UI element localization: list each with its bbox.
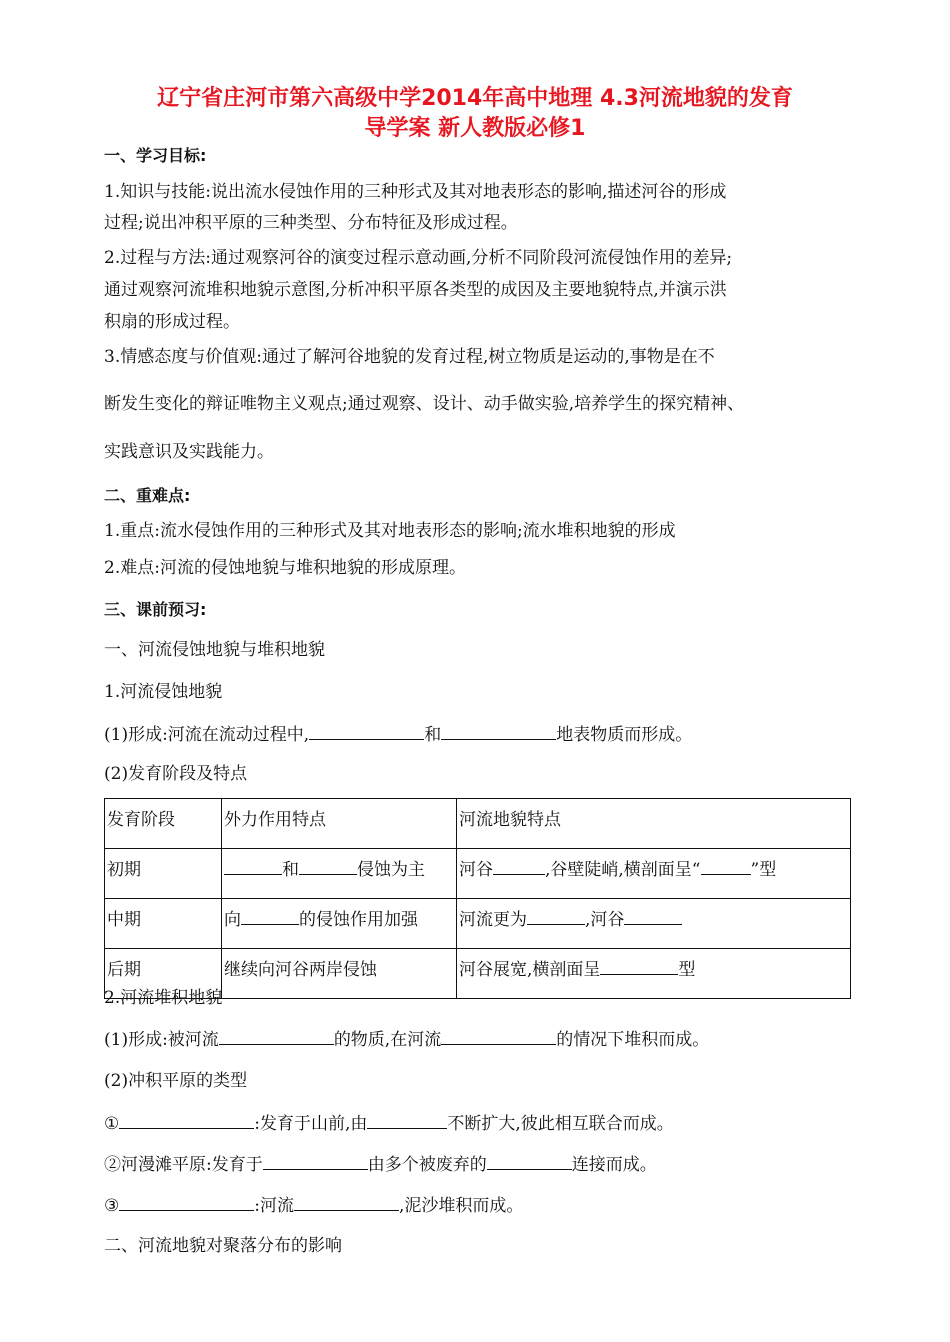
fill-blank[interactable] — [263, 1152, 368, 1170]
table-cell-stage: 初期 — [105, 849, 222, 899]
plain-types-heading: (2)冲积平原的类型 — [104, 1071, 248, 1091]
fill-blank[interactable] — [600, 957, 678, 975]
table-row — [105, 899, 851, 949]
doc-title-line1: 辽宁省庄河市第六高级中学2014年高中地理 4.3河流地貌的发育 — [157, 86, 793, 111]
fill-blank[interactable] — [219, 1027, 334, 1045]
stage-table-caption: (2)发育阶段及特点 — [104, 764, 248, 784]
fill-blank[interactable] — [294, 1193, 399, 1211]
plain-type-3: ③ :河流 ,泥沙堆积而成。 — [104, 1193, 864, 1218]
fill-blank[interactable] — [441, 1027, 556, 1045]
doc-title-line2: 导学案 新人教版必修1 — [364, 116, 586, 141]
preview-subheading-2: 二、河流地貌对聚落分布的影响 — [104, 1236, 342, 1256]
fill-blank[interactable] — [624, 907, 682, 925]
fill-blank[interactable] — [527, 907, 585, 925]
preview-subheading-1: 一、河流侵蚀地貌与堆积地貌 — [104, 640, 325, 660]
fill-blank[interactable] — [487, 1152, 572, 1170]
table-header-row — [105, 799, 851, 849]
section-heading-keypoints: 二、重难点: — [104, 486, 191, 505]
erosion-heading: 1.河流侵蚀地貌 — [104, 682, 223, 702]
fill-blank[interactable] — [119, 1111, 254, 1129]
table-row — [105, 849, 851, 899]
objective-3-line2: 断发生变化的辩证唯物主义观点;通过观察、设计、动手做实验,培养学生的探究精神、 — [104, 394, 745, 414]
table-cell-landform: 河谷展宽,横剖面呈 型 — [457, 949, 851, 999]
table-header: 发育阶段 — [105, 799, 222, 849]
erosion-formation-text-a: (1)形成:河流在流动过程中, — [104, 725, 310, 745]
fill-blank[interactable] — [119, 1193, 254, 1211]
table-cell-stage: 中期 — [105, 899, 222, 949]
deposition-heading: 2.河流堆积地貌 — [104, 988, 223, 1008]
fill-blank[interactable] — [309, 722, 424, 740]
erosion-formation — [104, 722, 864, 747]
objective-2-line1: 2.过程与方法:通过观察河谷的演变过程示意动画,分析不同阶段河流侵蚀作用的差异; — [104, 248, 733, 268]
objective-1-line2: 过程;说出冲积平原的三种类型、分布特征及形成过程。 — [104, 213, 518, 233]
objective-2-line2: 通过观察河流堆积地貌示意图,分析冲积平原各类型的成因及主要地貌特点,并演示洪 — [104, 280, 727, 300]
table-cell-landform: 河流更为 ,河谷 — [457, 899, 851, 949]
fill-blank[interactable] — [441, 722, 556, 740]
section-heading-objectives: 一、学习目标: — [104, 146, 207, 165]
objective-3-line1: 3.情感态度与价值观:通过了解河谷地貌的发育过程,树立物质是运动的,事物是在不 — [104, 347, 715, 367]
plain-type-1: ① :发育于山前,由 不断扩大,彼此相互联合而成。 — [104, 1111, 864, 1136]
fill-blank[interactable] — [299, 857, 357, 875]
erosion-formation-text-c: 地表物质而形成。 — [556, 725, 693, 745]
objective-2-line3: 积扇的形成过程。 — [104, 312, 240, 332]
fill-blank[interactable] — [701, 857, 751, 875]
table-cell-force: 向 的侵蚀作用加强 — [222, 899, 457, 949]
table-cell-stage: 后期 — [105, 949, 222, 999]
fill-blank[interactable] — [367, 1111, 447, 1129]
objective-3-line3: 实践意识及实践能力。 — [104, 442, 274, 462]
fill-blank[interactable] — [224, 857, 282, 875]
valley-stage-table — [104, 798, 851, 999]
table-cell-force: 和 侵蚀为主 — [222, 849, 457, 899]
table-header: 河流地貌特点 — [457, 799, 851, 849]
plain-type-2: ②河漫滩平原:发育于 由多个被废弃的 连接而成。 — [104, 1152, 864, 1177]
fill-blank[interactable] — [241, 907, 299, 925]
section-heading-preview: 三、课前预习: — [104, 600, 207, 619]
keypoint-1: 1.重点:流水侵蚀作用的三种形式及其对地表形态的影响;流水堆积地貌的形成 — [104, 521, 676, 541]
objective-1-line1: 1.知识与技能:说出流水侵蚀作用的三种形式及其对地表形态的影响,描述河谷的形成 — [104, 182, 727, 202]
erosion-formation-text-b: 和 — [424, 725, 442, 745]
keypoint-2: 2.难点:河流的侵蚀地貌与堆积地貌的形成原理。 — [104, 558, 466, 578]
table-cell-landform: 河谷 ,谷壁陡峭,横剖面呈“ ”型 — [457, 849, 851, 899]
table-cell-force: 继续向河谷两岸侵蚀 — [222, 949, 457, 999]
table-header: 外力作用特点 — [222, 799, 457, 849]
fill-blank[interactable] — [493, 857, 545, 875]
deposition-formation: (1)形成:被河流 的物质,在河流 的情况下堆积而成。 — [104, 1027, 864, 1052]
